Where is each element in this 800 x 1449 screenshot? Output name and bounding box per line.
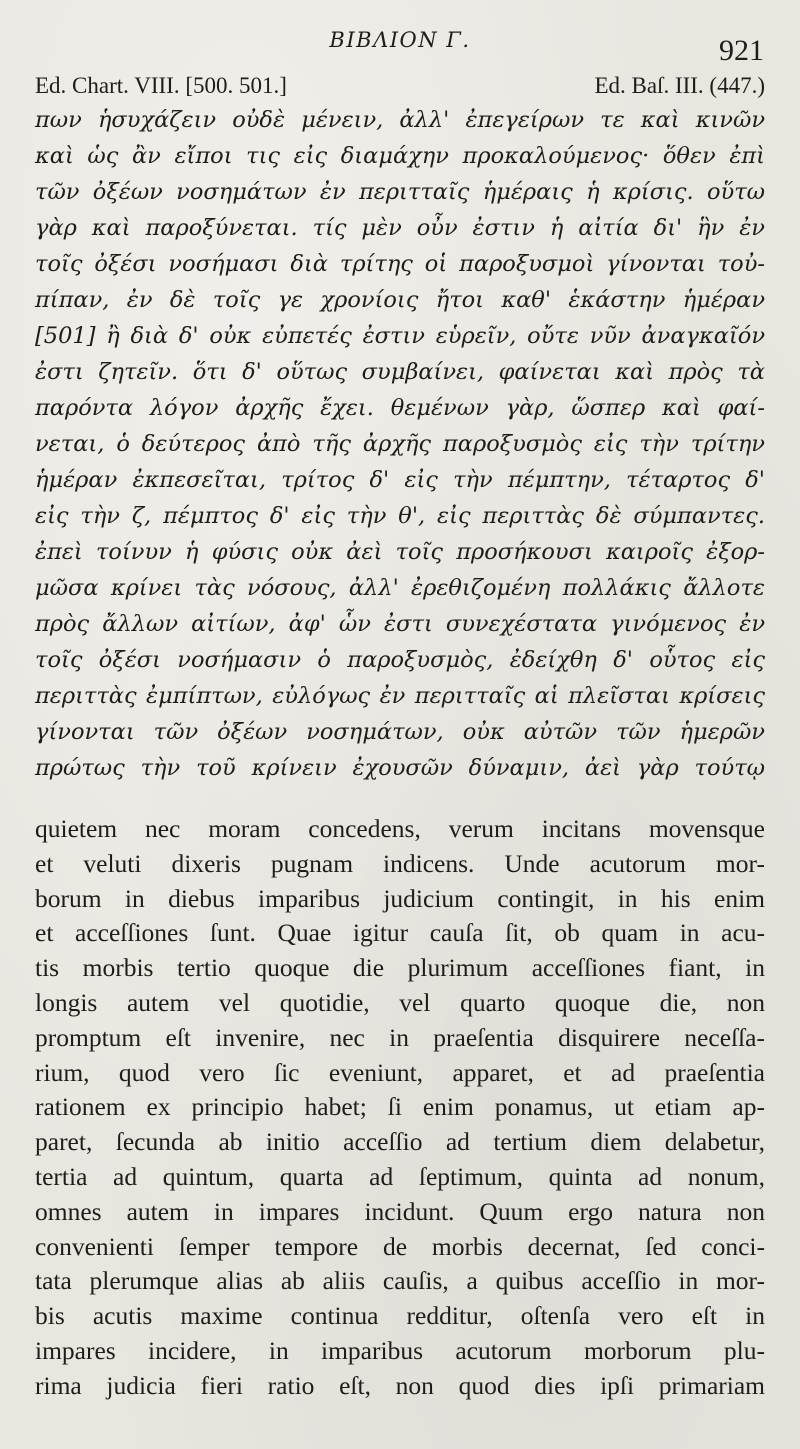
greek-line: τοῖς ὀξέσι νοσήμασι διὰ τρίτης οἱ παροξυσμοὶ γίνονται τοὐ-	[35, 251, 765, 277]
greek-line: ἐστι ζητεῖν. ὅτι δ' οὕτως συμβαίνει, φαίνεται καὶ πρὸς τὰ	[35, 359, 765, 385]
greek-line: τοῖς ὀξέσι νοσήμασιν ὁ παροξυσμὸς, ἐδείχθη δ' οὗτος εἰς	[35, 647, 765, 673]
latin-line: tata plerumque alias ab aliis cauſis, a quibus acceſſio in mor-	[35, 1266, 765, 1296]
greek-line: πίπαν, ἐν δὲ τοῖς γε χρονίοις ἤτοι καθ' ἑκάστην ἡμέραν	[35, 287, 765, 313]
greek-line: [501] ἢ διὰ δ' οὐκ εὐπετές ἐστιν εὑρεῖν, οὔτε νῦν ἀναγκαῖόν	[35, 323, 765, 349]
latin-line: longis autem vel quotidie, vel quarto quoque die, non	[35, 987, 765, 1017]
greek-line: εἰς τὴν ζ, πέμπτος δ' εἰς τὴν θ', εἰς περιττὰς δὲ σύμπαντες.	[35, 503, 765, 529]
latin-line: paret, ſecunda ab initio acceſſio ad tertium diem delabetur,	[35, 1127, 765, 1157]
latin-line: rima judicia fieri ratio eſt, non quod dies ipſi primariam	[35, 1370, 765, 1400]
latin-line: borum in diebus imparibus judicium contingit, in his enim	[35, 883, 765, 913]
latin-line: omnes autem in impares incidunt. Quum ergo natura non	[35, 1196, 765, 1226]
latin-text-block	[35, 812, 765, 1404]
latin-line: rium, quod vero ſic eveniunt, apparet, et ad praeſentia	[35, 1057, 765, 1087]
greek-line: καὶ ὡς ἂν εἴποι τις εἰς διαμάχην προκαλούμενος· ὅθεν ἐπὶ	[35, 143, 765, 169]
greek-line: μῶσα κρίνει τὰς νόσους, ἀλλ' ἐρεθιζομένη πολλάκις ἄλλοτε	[35, 575, 765, 601]
greek-line: γὰρ καὶ παροξύνεται. τίς μὲν οὖν ἐστιν ἡ αἰτία δι' ἣν ἐν	[35, 215, 765, 241]
latin-line: tis morbis tertio quoque die plurimum acceſſiones fiant, in	[35, 953, 765, 983]
latin-line: tertia ad quintum, quarta ad ſeptimum, quinta ad nonum,	[35, 1161, 765, 1191]
latin-line: rationem ex principio habet; ſi enim ponamus, ut etiam ap-	[35, 1092, 765, 1122]
latin-line: impares incidere, in imparibus acutorum morborum plu-	[35, 1335, 765, 1365]
greek-line: ἐπεὶ τοίνυν ἡ φύσις οὐκ ἀεὶ τοῖς προσήκουσι καιροῖς ἐξορ-	[35, 539, 765, 565]
edition-chart-ref: Ed. Chart. VIII. [500. 501.]	[35, 73, 287, 98]
greek-line: πων ἡσυχάζειν οὐδὲ μένειν, ἀλλ' ἐπεγείρων τε καὶ κινῶν	[35, 107, 765, 133]
greek-line: νεται, ὁ δεύτερος ἀπὸ τῆς ἀρχῆς παροξυσμὸς εἰς τὴν τρίτην	[35, 431, 765, 457]
edition-line	[35, 73, 765, 103]
latin-line: et veluti dixeris pugnam indicens. Unde acutorum mor-	[35, 848, 765, 878]
greek-text-block	[35, 102, 765, 786]
greek-line: παρόντα λόγον ἀρχῆς ἔχει. θεμένων γὰρ, ὥσπερ καὶ φαί-	[35, 395, 765, 421]
edition-basel-ref: Ed. Baſ. III. (447.)	[594, 73, 765, 98]
greek-line: πρώτως τὴν τοῦ κρίνειν ἐχουσῶν δύναμιν, ἀεὶ γὰρ τούτῳ	[35, 755, 765, 781]
latin-line: convenienti ſemper tempore de morbis decernat, ſed conci-	[35, 1231, 765, 1261]
greek-line: πρὸς ἄλλων αἰτίων, ἀφ' ὧν ἐστι συνεχέστατα γινόμενος ἐν	[35, 611, 765, 637]
latin-line: bis acutis maxime continua redditur, oſtenſa vero eſt in	[35, 1301, 765, 1331]
latin-line: et acceſſiones ſunt. Quae igitur cauſa ſit, ob quam in acu-	[35, 918, 765, 948]
greek-line: ἡμέραν ἐκπεσεῖται, τρίτος δ' εἰς τὴν πέμπτην, τέταρτος δ'	[35, 467, 765, 493]
latin-line: quietem nec moram concedens, verum incitans movensque	[35, 814, 765, 843]
running-head: BIBΛΙΟΝ Γ.	[329, 28, 471, 52]
greek-line: περιττὰς ἐμπίπτων, εὐλόγως ἐν περιτταῖς αἱ πλεῖσται κρίσεις	[35, 683, 765, 709]
page-number: 921	[719, 34, 764, 67]
latin-line: promptum eſt invenire, nec in praeſentia disquirere neceſſa-	[35, 1022, 765, 1052]
greek-line: γίνονται τῶν ὀξέων νοσημάτων, οὐκ αὐτῶν τῶν ἡμερῶν	[35, 719, 765, 745]
greek-line: τῶν ὀξέων νοσημάτων ἐν περιτταῖς ἡμέραις ἡ κρίσις. οὕτω	[35, 179, 765, 205]
